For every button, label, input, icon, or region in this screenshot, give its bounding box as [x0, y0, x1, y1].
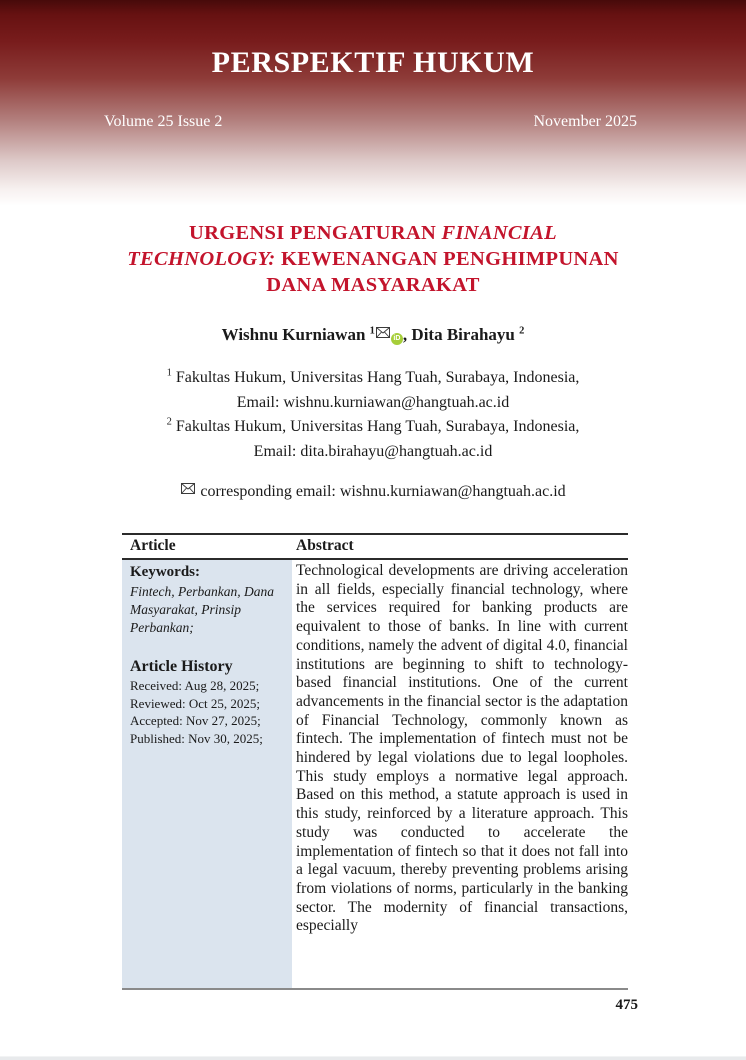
masthead-meta-row — [104, 113, 637, 131]
abstract-text: Technological developments are driving acceleration in all fields, especially financial technology, where the services required for banking products are equivalent to those of banks. In line with current conditions, namely the advent of digital 4.0, financial institutions are beginning to shift to technology-based financial institutions. One of the current advancements in the financial sector is the adaptation of Financial Technology, commonly known as fintech. The implementation of fintech must not be hindered by legal violations due to legal loopholes. This study employs a normative legal approach. Based on this method, a statute approach is used in this study, reinforced by a literature approach. This study was conducted to accelerate the implementation of fintech so that it does not fall into a legal vacuum, thereby preventing problems arising from violations of norms, particularly in the banking sector. The modernity of financial transactions, especially — [296, 562, 628, 935]
page-number: 475 — [615, 997, 638, 1013]
volume-issue-label: Volume 25 Issue 2 — [104, 113, 223, 130]
author-name: Dita Birahayu — [411, 325, 515, 344]
column-header-abstract: Abstract — [296, 537, 354, 554]
corresponding-email-line — [0, 481, 746, 501]
affiliation-email: Email: wishnu.kurniawan@hangtuah.ac.id — [236, 393, 510, 411]
journal-title: PERSPEKTIF HUKUM — [211, 46, 535, 79]
keywords-text: Masyarakat, Prinsip Perbankan; — [130, 602, 241, 635]
keywords-label: Keywords: — [130, 564, 200, 580]
column-header-article: Article — [130, 537, 176, 554]
author-separator: , — [402, 325, 412, 344]
table-header-row — [122, 535, 628, 560]
author-line — [0, 323, 746, 345]
author-affiliation-sup: 1 — [369, 325, 375, 337]
affiliation-sup: 1 — [166, 367, 172, 379]
history-published: Published: Nov 30, 2025; — [130, 730, 263, 746]
issue-date-label: November 2025 — [533, 113, 637, 130]
article-meta-cell — [122, 560, 292, 988]
author-affiliation-sup: 2 — [519, 325, 525, 337]
title-segment: DANA MASYARAKAT — [266, 274, 480, 296]
keywords-text: Fintech, Perbankan, Dana — [130, 584, 274, 599]
history-reviewed: Reviewed: Oct 25, 2025; — [130, 695, 260, 711]
affiliation-line — [78, 415, 668, 464]
author-name: Wishnu Kurniawan — [221, 325, 366, 344]
history-accepted: Accepted: Nov 27, 2025; — [130, 713, 261, 728]
title-segment: URGENSI PENGATURAN — [189, 222, 437, 244]
title-segment: KEWENANGAN PENGHIMPUNAN — [281, 248, 619, 270]
affiliation-email: Email: dita.birahayu@hangtuah.ac.id — [253, 442, 493, 460]
affiliation-sup: 2 — [166, 416, 172, 428]
corresponding-author-envelope-icon[interactable] — [376, 323, 390, 343]
title-segment-italic: TECHNOLOGY: — [127, 248, 276, 270]
next-page-edge — [0, 1056, 746, 1060]
table-body-row — [122, 560, 628, 988]
corresponding-email-text: corresponding email: wishnu.kurniawan@hangtuah.ac.id — [200, 483, 566, 500]
affiliation-text: Fakultas Hukum, Universitas Hang Tuah, Surabaya, Indonesia, — [175, 418, 580, 435]
affiliation-line — [78, 366, 668, 415]
orcid-icon[interactable]: iD — [391, 333, 403, 345]
affiliation-text: Fakultas Hukum, Universitas Hang Tuah, Surabaya, Indonesia, — [175, 369, 580, 386]
article-history-label: Article History — [130, 658, 233, 675]
history-received: Received: Aug 28, 2025; — [130, 678, 260, 693]
masthead-banner — [0, 0, 746, 206]
affiliations-block — [78, 366, 668, 464]
envelope-icon — [181, 481, 195, 499]
article-info-table — [122, 533, 628, 990]
article-title — [78, 220, 668, 298]
title-segment-italic: FINANCIAL — [441, 222, 557, 244]
